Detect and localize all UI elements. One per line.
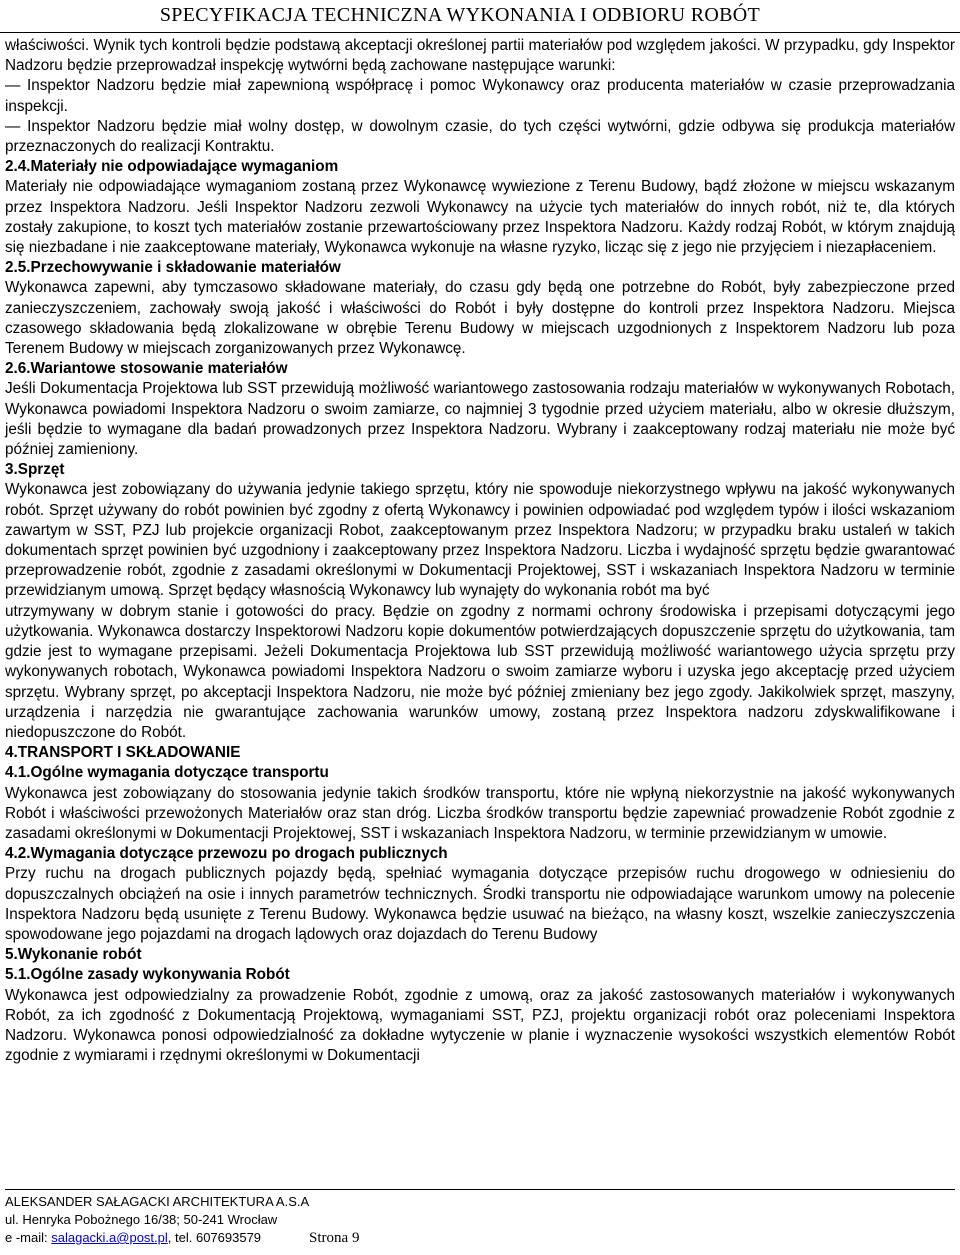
document-body (5, 36, 955, 1066)
section-heading: 5.Wykonanie robót (5, 946, 142, 964)
paragraph: Wykonawca zapewni, aby tymczasowo składowane materiały, do czasu gdy będą one potrzebne do Robót, były zabezpieczone przed zanieczyszczeniem, zachowały swoją jakość i właściwości do Robót i były dostępne do kontroli przez Inspektora Nadzoru. Miejsca czasowego składowania będą zlokalizowane w obrębie Terenu Budowy w miejscach uzgodnionych z Inspektorem Nadzoru lub poza Terenem Budowy w miejscach zorganizowanych przez Wykonawcę. (5, 279, 955, 358)
paragraph: właściwości. Wynik tych kontroli będzie podstawą akceptacji określonej partii materiałów pod względem jakości. W przypadku, gdy Inspektor Nadzoru będzie przeprowadzał inspekcję wytwórni będą zachowane następujące warunki: (5, 37, 955, 75)
footer-address: ul. Henryka Pobożnego 16/38; 50-241 Wrocław (5, 1212, 278, 1227)
document-title: SPECYFIKACJA TECHNICZNA WYKONANIA I ODBIORU ROBÓT (159, 4, 760, 26)
section-heading: 4.TRANSPORT I SKŁADOWANIE (5, 744, 241, 762)
footer-divider (5, 1189, 955, 1190)
paragraph: utrzymywany w dobrym stanie i gotowości do pracy. Będzie on zgodny z normami ochrony środowiska i przepisami dotyczącymi jego użytkowania. Wykonawca dostarczy Inspektorowi Nadzoru kopie dokumentów potwierdzających dopuszczenie sprzętu do użytkowania, tam gdzie jest to wymagane przepisami. Jeżeli Dokumentacja Projektowa lub SST przewidują możliwość wariantowego użycia sprzętu przy wykonywanych robotach, Wykonawca powiadomi Inspektora Nadzoru o swoim zamiarze wyboru i uzyska jego akceptację przed użyciem sprzętu. Wybrany sprzęt, po akceptacji Inspektora Nadzoru, nie może być później zmieniany bez jego zgody. Jakikolwiek sprzęt, maszyny, urządzenia i narzędzia nie gwarantujące zachowania warunków umowy, zostaną przez Inspektora nadzoru zdyskwalifikowane i niedopuszczone do Robót. (5, 602, 955, 741)
section-heading: 2.4.Materiały nie odpowiadające wymaganiom (5, 158, 339, 176)
paragraph: Jeśli Dokumentacja Projektowa lub SST przewidują możliwość wariantowego zastosowania rodzaju materiałów w wykonywanych Robotach, Wykonawca powiadomi Inspektora Nadzoru o swoim zamiarze, co najmniej 3 tygodnie przed użyciem materiału, albo w okresie dłuższym, jeśli będzie to wymagane dla badań prowadzonych przez Inspektora Nadzoru. Wybrany i zaakceptowany rodzaj materiału nie może być później zamieniony. (5, 380, 955, 459)
footer-phone: , tel. 607693579 (167, 1230, 262, 1245)
section-heading: 4.1.Ogólne wymagania dotyczące transportu (5, 764, 329, 782)
section-heading: 2.5.Przechowywanie i składowanie materiałów (5, 259, 341, 277)
page-number: Strona 9 (309, 1230, 360, 1246)
section-heading: 2.6.Wariantowe stosowanie materiałów (5, 360, 288, 378)
section-heading: 4.2.Wymagania dotyczące przewozu po drogach publicznych (5, 845, 448, 863)
page-header (0, 4, 960, 34)
email-link[interactable]: salagacki.a@post.pl (51, 1230, 168, 1245)
paragraph: Wykonawca jest zobowiązany do używania jedynie takiego sprzętu, który nie spowoduje niekorzystnego wpływu na jakość wykonywanych robót. Sprzęt używany do robót powinien być zgodny z ofertą Wykonawcy i powinien odpowiadać pod względem typów i ilości wskazaniom zawartym w SST, PZJ lub projekcie organizacji Robot, zaakceptowanym przez Inspektora Nadzoru; w przypadku braku ustaleń w takich dokumentach sprzęt powinien być uzgodniony i zaakceptowany przez Inspektora Nadzoru. Liczba i wydajność sprzętu będzie gwarantować przeprowadzenie robót, zgodnie z zasadami określonymi w Dokumentacji Projektowej, SST i wskazaniach Inspektora Nadzoru w terminie przewidzianym umową. Sprzęt będący własnością Wykonawcy lub wynajęty do wykonania robót ma być (5, 481, 955, 600)
footer-company: ALEKSANDER SAŁAGACKI ARCHITEKTURA A.S.A (5, 1194, 310, 1209)
paragraph: Wykonawca jest odpowiedzialny za prowadzenie Robót, zgodnie z umową, oraz za jakość zastosowanych materiałów i wykonywanych Robót, za ich zgodność z Dokumentacją Projektową, wymaganiami SST, PZJ, projektu organizacji robót oraz poleceniami Inspektora Nadzoru. Wykonawca ponosi odpowiedzialność za dokładne wytyczenie w planie i wyznaczenie wysokości wszystkich elementów Robót zgodnie z wymiarami i rzędnymi określonymi w Dokumentacji (5, 986, 955, 1065)
section-heading: 5.1.Ogólne zasady wykonywania Robót (5, 966, 290, 984)
section-heading: 3.Sprzęt (5, 461, 65, 479)
footer-email-label: e -mail: (5, 1230, 52, 1245)
paragraph: — Inspektor Nadzoru będzie miał zapewnioną współpracę i pomoc Wykonawcy oraz producenta materiałów w czasie przeprowadzania inspekcji. (5, 77, 955, 115)
footer-contact (5, 1229, 955, 1247)
paragraph: — Inspektor Nadzoru będzie miał wolny dostęp, w dowolnym czasie, do tych części wytwórni, gdzie odbywa się produkcja materiałów przeznaczonych do realizacji Kontraktu. (5, 117, 955, 156)
paragraph: Materiały nie odpowiadające wymaganiom zostaną przez Wykonawcę wywiezione z Terenu Budowy, bądź złożone w miejscu wskazanym przez Inspektora Nadzoru. Jeśli Inspektor Nadzoru zezwoli Wykonawcy na użycie tych materiałów do innych robót, niż te, dla których zostały zakupione, to koszt tych materiałów zostanie przewartościowany przez Inspektora Nadzoru. Każdy rodzaj Robót, w którym znajdują się niezbadane i nie zaakceptowane materiały, Wykonawca wykonuje na własne ryzyko, licząc się z jego nie przyjęciem i niezapłaceniem. (5, 178, 955, 257)
paragraph: Wykonawca jest zobowiązany do stosowania jedynie takich środków transportu, które nie wpłyną niekorzystnie na jakość wykonywanych Robót i właściwości przewożonych Materiałów oraz stan dróg. Liczba środków transportu będzie zapewniać prowadzenie Robót zgodnie z zasadami określonymi w Dokumentacji Projektowej, SST i wskazaniach Inspektora Nadzoru, w terminie przewidzianym w umowie. (5, 784, 955, 842)
paragraph: Przy ruchu na drogach publicznych pojazdy będą, spełniać wymagania dotyczące przepisów ruchu drogowego w odniesieniu do dopuszczalnych obciążeń na osie i innych parametrów technicznych. Środki transportu nie odpowiadające warunkom umowy na polecenie Inspektora Nadzoru będą usunięte z Terenu Budowy. Wykonawca będzie usuwać na bieżąco, na własny koszt, wszelkie zanieczyszczenia spowodowane jego pojazdami na drogach lądowych oraz dojazdach do Terenu Budowy (5, 865, 955, 943)
header-divider (0, 32, 960, 33)
page-footer (5, 1193, 955, 1247)
